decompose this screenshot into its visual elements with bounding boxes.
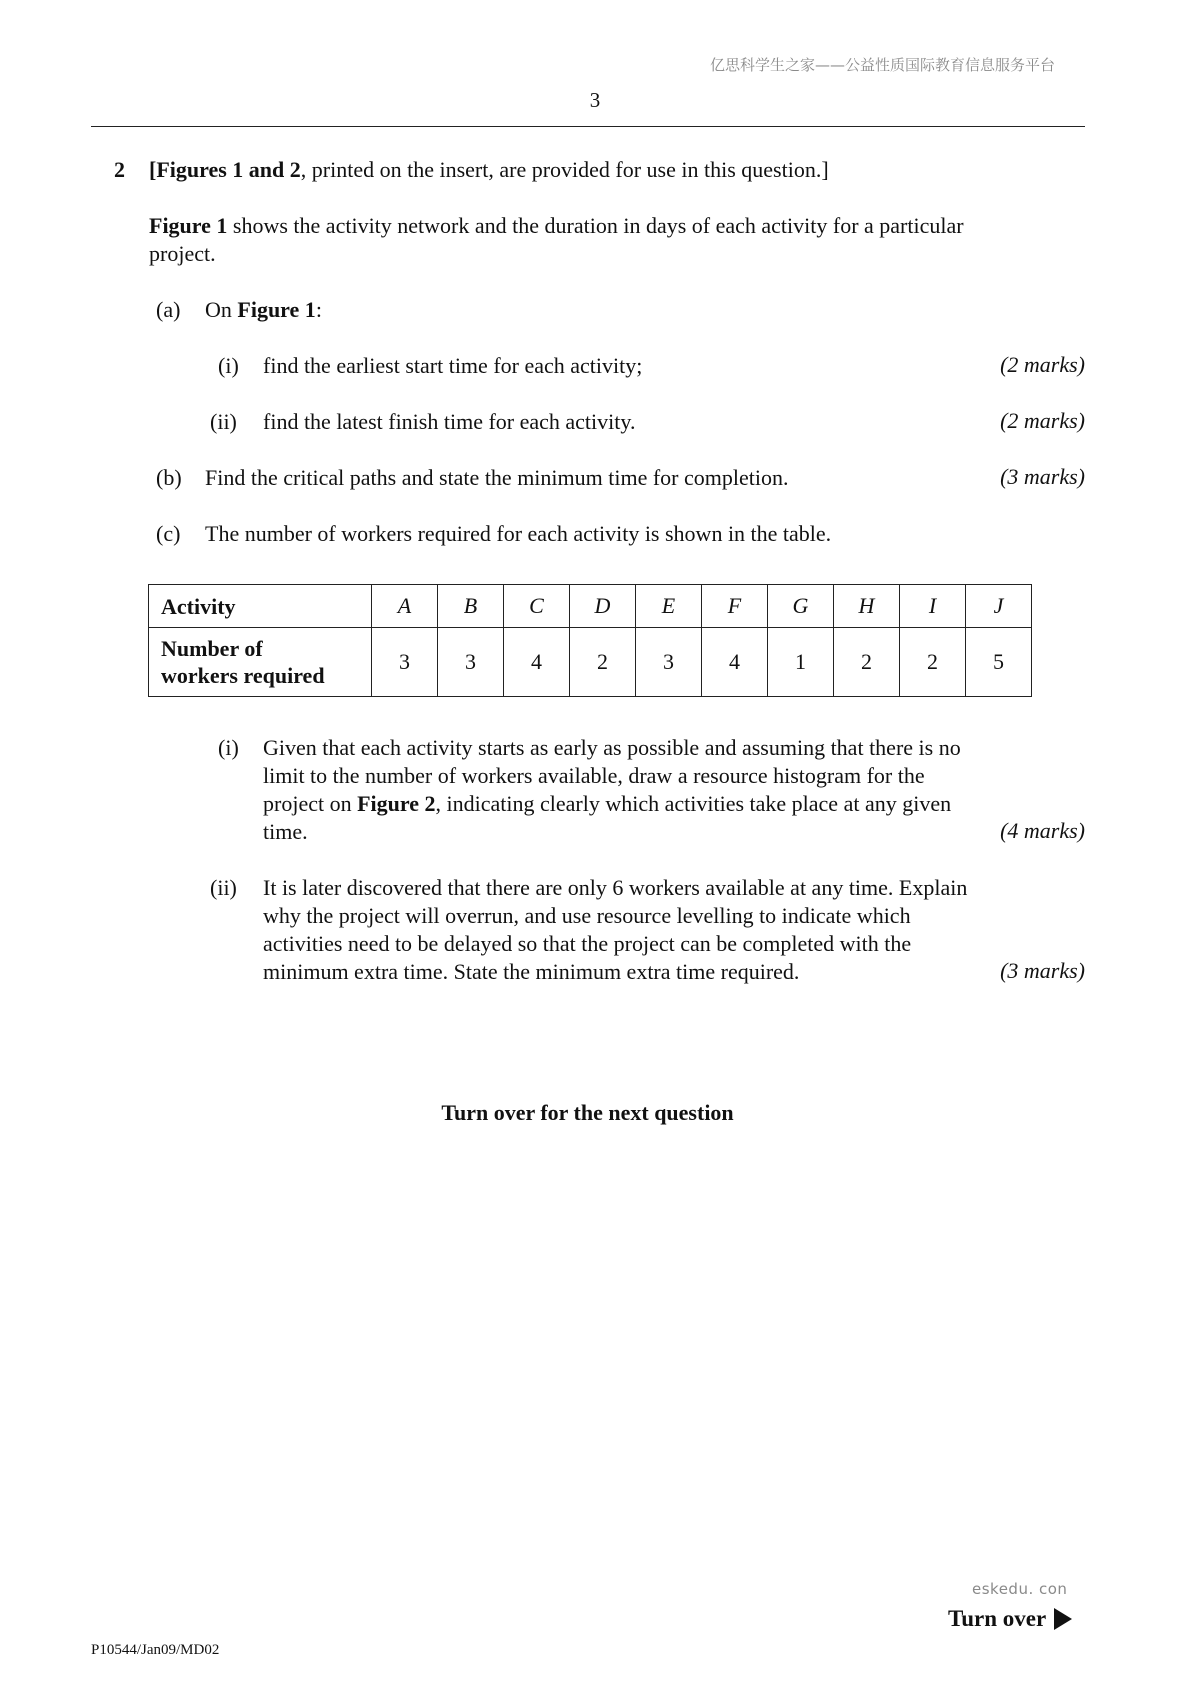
part-c-i-line2: limit to the number of workers available, draw a resource histogram for the: [263, 763, 925, 788]
figure1-bold: Figure 1: [149, 213, 228, 238]
header-watermark: 亿思科学生之家——公益性质国际教育信息服务平台: [709, 56, 1055, 74]
part-c-ii-label: (ii): [210, 875, 237, 900]
question-number: 2: [114, 157, 125, 182]
part-a-post: :: [315, 297, 322, 322]
part-c-i-label: (i): [218, 735, 239, 760]
part-c-i-line1: Given that each activity starts as early as possible and assuming that there is no: [263, 735, 961, 760]
activity-cell: H: [834, 585, 900, 628]
workers-table: [148, 584, 1032, 697]
footer-site: eskedu. con: [972, 1580, 1068, 1598]
activity-cell: B: [438, 585, 504, 628]
workers-cell: 4: [702, 628, 768, 697]
activity-cell: A: [372, 585, 438, 628]
activity-cell: F: [702, 585, 768, 628]
intro-rest: , printed on the insert, are provided for use in this question.]: [300, 157, 829, 182]
workers-cell: 2: [900, 628, 966, 697]
activity-cell: E: [636, 585, 702, 628]
part-c-text: The number of workers required for each activity is shown in the table.: [205, 521, 832, 546]
part-a-label: (a): [156, 297, 181, 322]
part-c-i-line4: time.: [263, 819, 308, 844]
turn-over-note: Turn over for the next question: [441, 1100, 734, 1125]
part-b-label: (b): [156, 465, 182, 490]
part-c-i-line3-bold: Figure 2: [357, 791, 436, 816]
part-b-text: Find the critical paths and state the minimum time for completion.: [205, 465, 789, 490]
right-arrow-icon: [1054, 1608, 1072, 1630]
header-rule: [91, 126, 1085, 127]
part-c-ii-line2: why the project will overrun, and use resource levelling to indicate which: [263, 903, 911, 928]
figure1-text: shows the activity network and the duration in days of each activity for a particular: [227, 213, 964, 238]
workers-cell: 3: [372, 628, 438, 697]
part-a-bold: Figure 1: [237, 297, 316, 322]
part-c-ii-line3: activities need to be delayed so that the project can be completed with the: [263, 931, 912, 956]
activity-cell: I: [900, 585, 966, 628]
part-c-i-line3-post: , indicating clearly which activities take place at any given: [435, 791, 952, 816]
paper-code: P10544/Jan09/MD02: [91, 1642, 220, 1658]
workers-cell: 5: [966, 628, 1032, 697]
part-c-ii-marks: (3 marks): [1000, 958, 1085, 983]
turn-over-label: Turn over: [948, 1606, 1047, 1631]
part-a-i-text: find the earliest start time for each activity;: [263, 353, 643, 378]
activity-row: [149, 585, 1032, 628]
part-c-i-marks: (4 marks): [1000, 818, 1085, 843]
workers-cell: 3: [636, 628, 702, 697]
activity-header: Activity: [149, 585, 372, 628]
part-c-ii-line1: It is later discovered that there are only 6 workers available at any time. Explain: [263, 875, 968, 900]
question-intro: [149, 156, 829, 184]
part-a-i-marks: (2 marks): [1000, 352, 1085, 377]
part-c-i-line3-pre: project on: [263, 791, 358, 816]
part-b-marks: (3 marks): [1000, 464, 1085, 489]
workers-cell: 1: [768, 628, 834, 697]
part-a-text: [205, 296, 322, 324]
workers-cell: 4: [504, 628, 570, 697]
part-a-ii-text: find the latest finish time for each activity.: [263, 409, 636, 434]
part-a-pre: On: [205, 297, 238, 322]
workers-cell: 3: [438, 628, 504, 697]
activity-cell: C: [504, 585, 570, 628]
turn-over: [948, 1606, 1072, 1632]
workers-cell: 2: [570, 628, 636, 697]
intro-bold: [Figures 1 and 2: [149, 157, 301, 182]
page-number: 3: [589, 88, 601, 112]
part-a-i-label: (i): [218, 353, 239, 378]
figure1-description-line2: project.: [149, 241, 216, 266]
activity-cell: J: [966, 585, 1032, 628]
figure1-description-line1: [149, 212, 964, 240]
part-c-label: (c): [156, 521, 181, 546]
workers-row: [149, 628, 1032, 697]
activity-cell: D: [570, 585, 636, 628]
workers-cell: 2: [834, 628, 900, 697]
activity-cell: G: [768, 585, 834, 628]
part-c-i-line3: [263, 790, 951, 818]
workers-header-line2: workers required: [161, 663, 325, 688]
workers-header-line1: Number of: [161, 636, 263, 661]
workers-header: [149, 628, 372, 697]
part-a-ii-marks: (2 marks): [1000, 408, 1085, 433]
part-c-ii-line4: minimum extra time. State the minimum extra time required.: [263, 959, 800, 984]
part-a-ii-label: (ii): [210, 409, 237, 434]
